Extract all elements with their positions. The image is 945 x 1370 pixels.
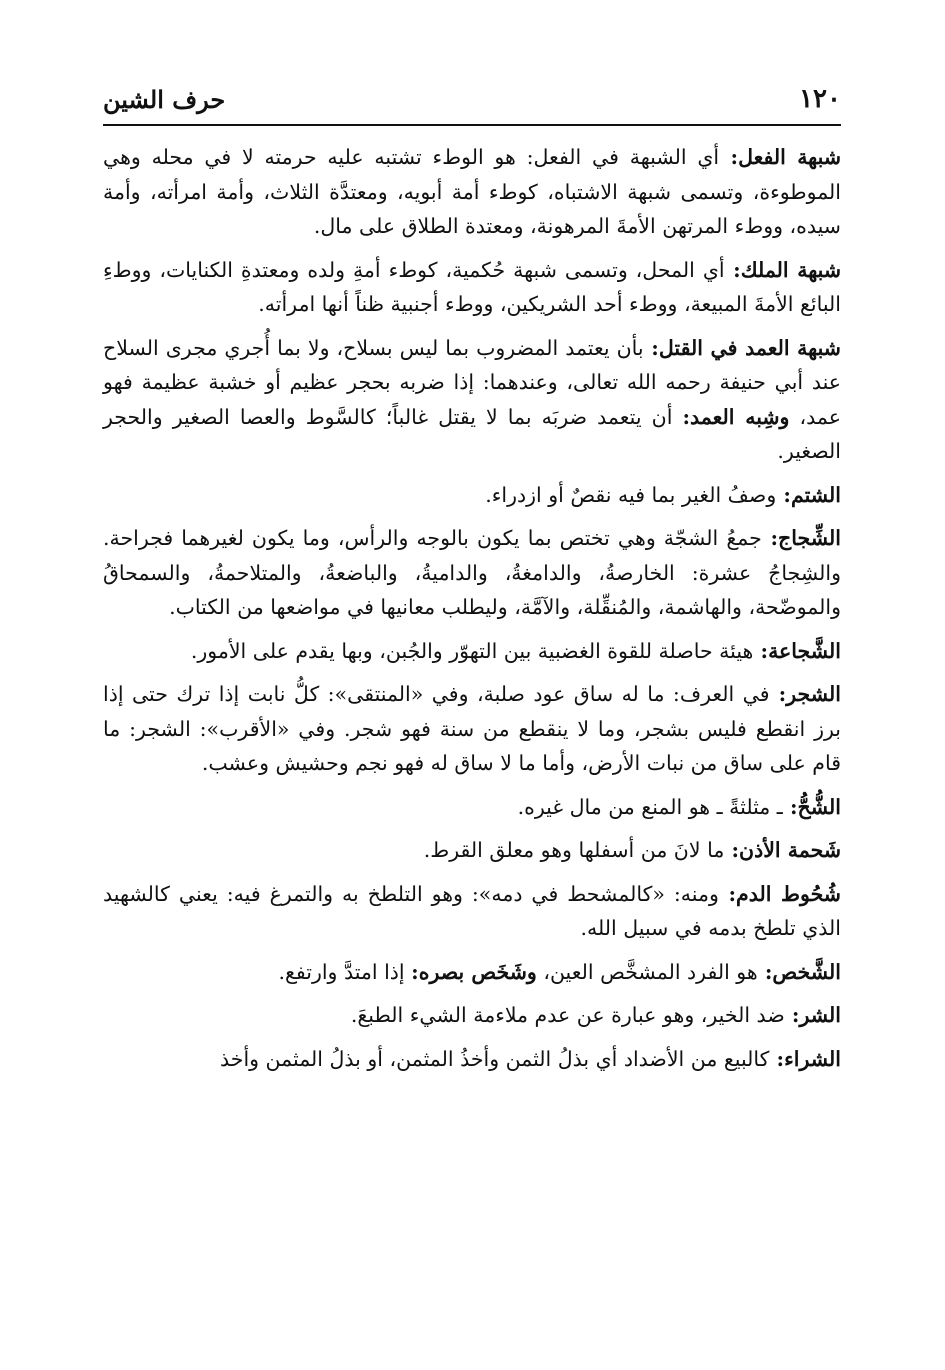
entry-al-shuhh: الشُّحُّ: ـ مثلثةً ـ هو المنع من مال غيره. xyxy=(517,794,841,819)
entry-term: الشتم xyxy=(790,482,841,507)
page-header xyxy=(103,70,841,114)
entry-shubhat-al-fil: شبهة الفعل: أي الشبهة في الفعل: هو الوطء تشتبه عليه حرمته لا في محله وهي الموطوءة، وتسمى شبهة الاشتباه، كوطء أمة أبويه، ومعتدَّة الثلاث، وأمة امرأته، وأمة سيده، ووطء المرتهن الأمةَ المرهونة، ومعتدة الطلاق على مال. xyxy=(103,145,841,238)
entry-al-shajaa: الشَّجاعة: هيئة حاصلة للقوة الغضبية بين التهوّر والجُبن، وبها يقدم على الأمور. xyxy=(190,638,841,663)
entry-inline-term: وشِبه العمد: xyxy=(682,404,790,429)
entry-text-before: هو الفرد المشخَّص العين، xyxy=(536,959,758,984)
entry-text: ما لانَ من أسفلها وهو معلق القرط. xyxy=(423,838,725,862)
entry-al-shatm: الشتم: وصفُ الغير بما فيه نقصٌ أو ازدراء. xyxy=(485,482,841,507)
entry-text: ومنه: «كالمشحط في دمه»: وهو التلطخ به والتمرغ فيه: يعني كالشهيد الذي تلطخ بدمه في سبيل الله. xyxy=(103,881,841,940)
entry-term: الشَّجاعة xyxy=(768,638,841,663)
entry-text: ضد الخير، وهو عبارة عن عدم ملاءمة الشيء الطبعَ. xyxy=(350,1003,785,1027)
running-title: حرف الشين xyxy=(103,85,226,114)
page-number: ١٢٠ xyxy=(799,84,841,114)
entry-inline-term: وشَخَص بصره: xyxy=(411,959,537,984)
entry-term: شبهة الملك xyxy=(740,257,842,282)
entry-term: الشر xyxy=(799,1003,841,1027)
entry-term: الشُّحُّ xyxy=(797,794,841,819)
entry-shubhat-al-milk: شبهة الملك: أي المحل، وتسمى شبهة حُكمية، كوطء أمةِ ولده ومعتدةِ الكنايات، ووطءِ البائع الأمةَ المبيعة، ووطء أحد الشريكين، ووطء أجنبية ظناً أنها امرأته. xyxy=(103,257,842,316)
entry-text-after: أن يتعمد ضربَه بما لا يقتل غالباً؛ كالسَّوط والعصا الصغير والحجر الصغير. xyxy=(103,404,841,463)
entry-text: أي الشبهة في الفعل: هو الوطء تشتبه عليه حرمته لا في محله وهي الموطوءة، وتسمى شبهة الاشتباه، كوطء أمة أبويه، ومعتدَّة الثلاث، وأمة امرأته، وأمة سيده، ووطء المرتهن الأمةَ المرهونة، ومعتدة الطلاق على مال. xyxy=(103,145,841,238)
entry-shahmat-al-udhun: شَحمة الأذن: ما لانَ من أسفلها وهو معلق القرط. xyxy=(423,838,841,862)
entry-text: وصفُ الغير بما فيه نقصٌ أو ازدراء. xyxy=(485,482,777,507)
entry-al-sharr: الشر: ضد الخير، وهو عبارة عن عدم ملاءمة الشيء الطبعَ. xyxy=(350,1003,841,1027)
entry-term: الشَّخص xyxy=(772,959,841,984)
entry-term: شبهة العمد في القتل xyxy=(658,335,841,360)
entry-shuhut-al-dam: شُحُوط الدم: ومنه: «كالمشحط في دمه»: وهو التلطخ به والتمرغ فيه: يعني كالشهيد الذي تلطخ بدمه في سبيل الله. xyxy=(103,881,841,940)
entry-term: شَحمة الأذن xyxy=(739,838,841,862)
entry-al-shijaj: الشِّجاج: جمعُ الشجّة وهي تختص بما يكون بالوجه والرأس، وما يكون لغيرهما فجراحة. والشِجاجُ عشرة: الخارصةُ، والدامغةُ، والداميةُ، والباضعةُ، والمتلاحمةُ، والسمحاقُ والموضّحة، والهاشمة، والمُنقِّلة، والآمَّة، وليطلب معانيها في مواضعها من الكتاب. xyxy=(103,526,841,619)
entry-text: جمعُ الشجّة وهي تختص بما يكون بالوجه والرأس، وما يكون لغيرهما فجراحة. والشِجاجُ عشرة: الخارصةُ، والدامغةُ، والداميةُ، والباضعةُ، والمتلاحمةُ، والسمحاقُ والموضّحة، والهاشمة، والمُنقِّلة، والآمَّة، وليطلب معانيها في مواضعها من الكتاب. xyxy=(103,526,841,619)
entry-text-after: إذا امتدَّ وارتفع. xyxy=(278,959,412,984)
entry-text: هيئة حاصلة للقوة الغضبية بين التهوّر والجُبن، وبها يقدم على الأمور. xyxy=(190,638,754,663)
entry-term: الشِّجاج xyxy=(778,526,841,550)
entry-al-shakhs: الشَّخص: هو الفرد المشخَّص العين، وشَخَص بصره: إذا امتدَّ وارتفع. xyxy=(278,959,841,984)
entry-text: في العرف: ما له ساق عود صلبة، وفي «المنتقى»: كلُّ نابت إذا ترك حتى إذا برز انقطع فليس بشجر، وما لا ينقطع من سنة فهو شجر. وفي «الأقرب»: الشجر: ما قام على ساق من نبات الأرض، وأما ما لا ساق له فهو نجم وحشيش وعشب. xyxy=(103,682,841,775)
entry-term: شُحُوط الدم xyxy=(736,881,841,906)
entry-term: الشراء xyxy=(784,1046,841,1071)
entry-text: أي المحل، وتسمى شبهة حُكمية، كوطء أمةِ ولده ومعتدةِ الكنايات، ووطءِ البائع الأمةَ المبيعة، ووطء أحد الشريكين، ووطء أجنبية ظناً أنها امرأته. xyxy=(103,257,841,316)
entry-term: الشجر xyxy=(786,682,841,706)
entry-text: كالبيع من الأضداد أي بذلُ الثمن وأخذُ المثمن، أو بذلُ المثمن وأخذ xyxy=(220,1046,770,1071)
entry-al-shira: الشراء: كالبيع من الأضداد أي بذلُ الثمن وأخذُ المثمن، أو بذلُ المثمن وأخذ xyxy=(220,1046,841,1071)
entry-al-shajar: الشجر: في العرف: ما له ساق عود صلبة، وفي «المنتقى»: كلُّ نابت إذا ترك حتى إذا برز انقطع فليس بشجر، وما لا ينقطع من سنة فهو شجر. وفي «الأقرب»: الشجر: ما قام على ساق من نبات الأرض، وأما ما لا ساق له فهو نجم وحشيش وعشب. xyxy=(103,682,841,775)
header-rule xyxy=(103,124,841,126)
entry-term: شبهة الفعل xyxy=(738,145,841,169)
entry-text: ـ مثلثةً ـ هو المنع من مال غيره. xyxy=(517,794,783,819)
entry-shubhat-al-amd: شبهة العمد في القتل: بأن يعتمد المضروب بما ليس بسلاح، ولا بما أُجري مجرى السلاح عند أبي حنيفة رحمه الله تعالى، وعندهما: إذا ضربه بحجر عظيم أو خشبة عظيمة فهو عمد، وشِبه العمد: أن يتعمد ضربَه بما لا يقتل غالباً؛ كالسَّوط والعصا الصغير والحجر الصغير. xyxy=(103,335,841,463)
entries-list xyxy=(103,140,841,1076)
entry-text-before: بأن يعتمد المضروب بما ليس بسلاح، ولا بما أُجري مجرى السلاح عند أبي حنيفة رحمه الله تعالى، وعندهما: إذا ضربه بحجر عظيم أو خشبة عظيمة فهو عمد، xyxy=(103,335,841,429)
